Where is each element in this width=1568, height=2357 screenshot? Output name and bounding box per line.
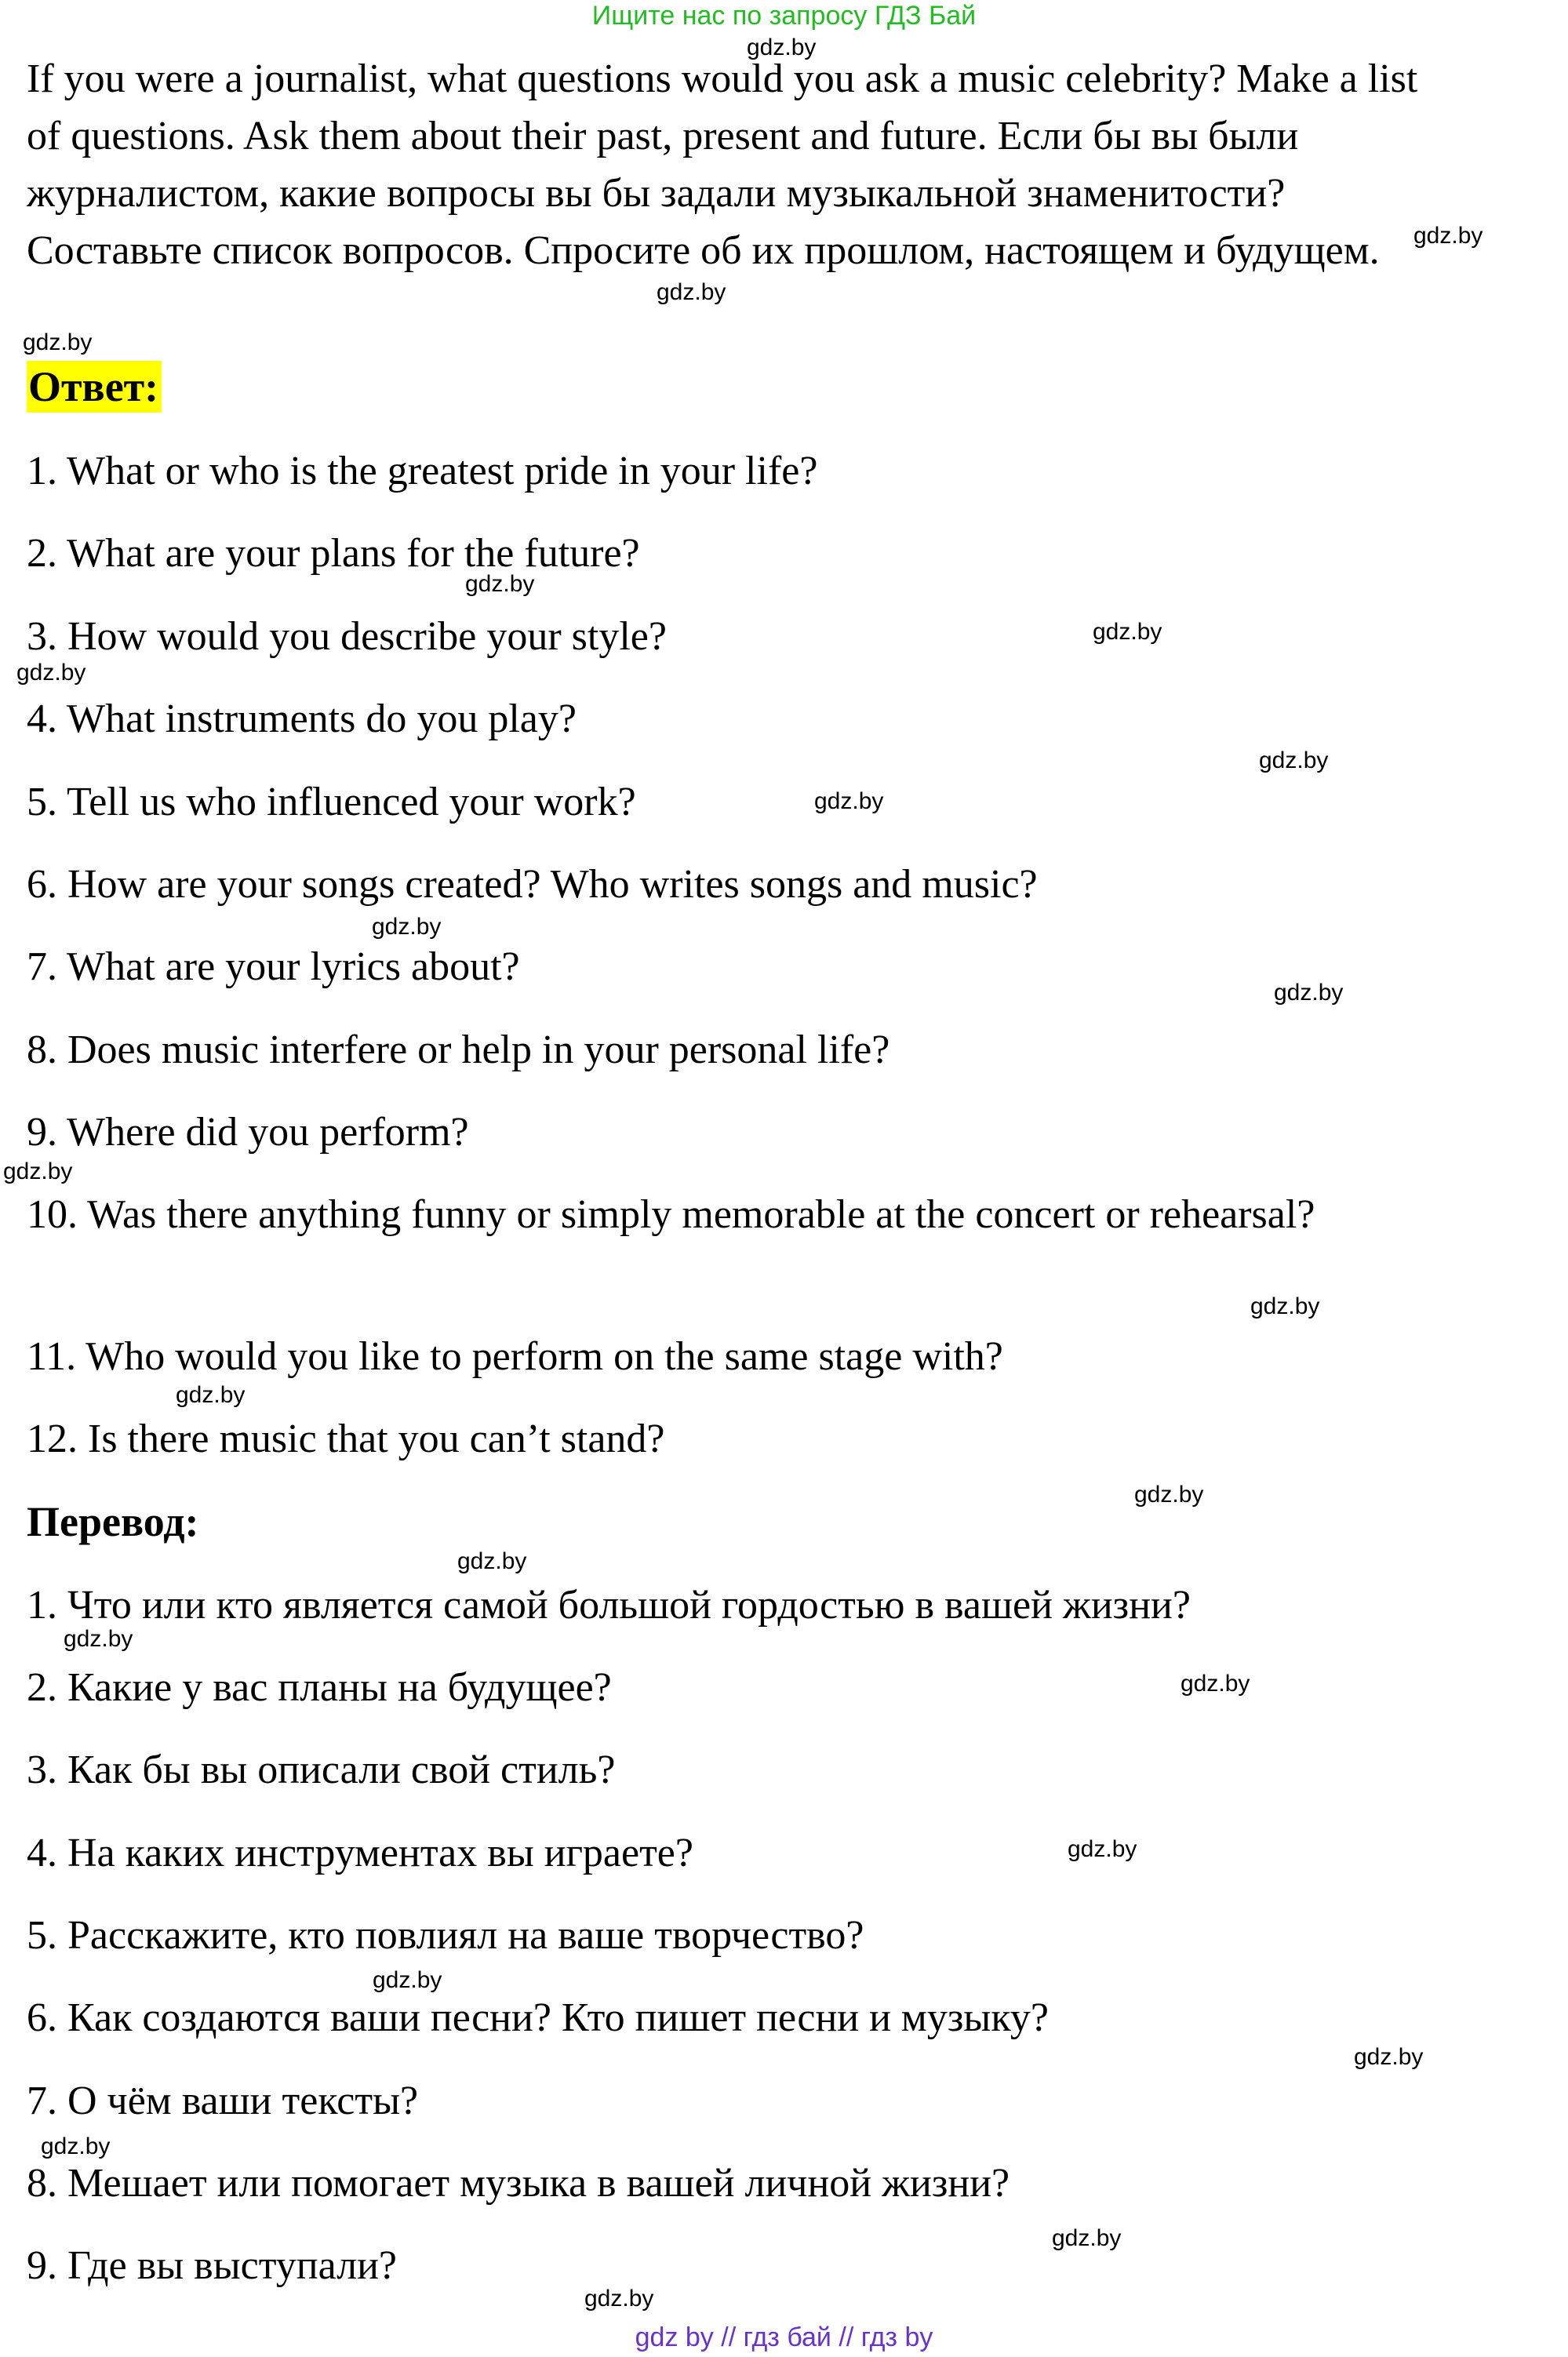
watermark: gdz.by xyxy=(41,2133,111,2159)
answer-line: 9. Where did you perform? xyxy=(27,1110,469,1155)
answer-line: 3. How would you describe your style? xyxy=(27,614,667,659)
translation-line: 5. Расскажите, кто повлиял на ваше творчество? xyxy=(27,1913,864,1958)
answer-line: 8. Does music interfere or help in your personal life? xyxy=(27,1028,890,1072)
answer-line: 10. Was there anything funny or simply memorable at the concert or rehearsal? xyxy=(27,1192,1315,1237)
answer-line: 11. Who would you like to perform on the same stage with? xyxy=(27,1334,1003,1379)
watermark: gdz.by xyxy=(1093,619,1162,645)
watermark: gdz.by xyxy=(1259,747,1329,773)
answer-heading: Ответ: xyxy=(27,361,162,413)
watermark: gdz.by xyxy=(657,279,726,305)
watermark: gdz.by xyxy=(584,2286,654,2312)
site-footer: gdz by // гдз бай // гдз by xyxy=(635,2322,933,2352)
answer-line: 1. What or who is the greatest pride in your life? xyxy=(27,449,818,493)
watermark: gdz.by xyxy=(3,1158,73,1184)
watermark: gdz.by xyxy=(372,914,442,940)
watermark: gdz.by xyxy=(1250,1293,1320,1319)
answer-line: 12. Is there music that you can’t stand? xyxy=(27,1417,665,1461)
watermark: gdz.by xyxy=(1181,1671,1250,1697)
watermark: gdz.by xyxy=(373,1967,442,1993)
watermark: gdz.by xyxy=(1134,1482,1204,1508)
task-text: If you were a journalist, what questions would you ask a music celebrity? Make a list of questions. Ask them about their past, present and future. Если бы вы были журналистом, какие вопросы вы бы задали музыкальной знаменитости? Составьте список вопросов. Спросите об их прошлом, настоящем и будущем. xyxy=(27,56,1418,273)
watermark: gdz.by xyxy=(1354,2044,1424,2070)
translation-line: 1. Что или кто является самой большой гордостью в вашей жизни? xyxy=(27,1583,1191,1628)
answer-line: 5. Tell us who influenced your work? xyxy=(27,780,636,824)
translation-line: 2. Какие у вас планы на будущее? xyxy=(27,1665,612,1710)
translation-line: 3. Как бы вы описали свой стиль? xyxy=(27,1748,616,1792)
translation-line: 7. О чём ваши тексты? xyxy=(27,2079,419,2123)
watermark: gdz.by xyxy=(23,329,93,355)
answer-line: 2. What are your plans for the future? xyxy=(27,531,640,576)
answer-line: 6. How are your songs created? Who writes songs and music? xyxy=(27,862,1038,907)
answer-line: 7. What are your lyrics about? xyxy=(27,944,520,989)
translation-line: 6. Как создаются ваши песни? Кто пишет песни и музыку? xyxy=(27,1995,1049,2040)
watermark: gdz.by xyxy=(176,1382,246,1408)
watermark: gdz.by xyxy=(747,35,817,60)
translation-line: 8. Мешает или помогает музыка в вашей личной жизни? xyxy=(27,2161,1010,2206)
watermark: gdz.by xyxy=(64,1626,133,1652)
translation-line: 4. На каких инструментах вы играете? xyxy=(27,1831,693,1875)
translation-heading: Перевод: xyxy=(27,1498,199,1545)
watermark: gdz.by xyxy=(1413,223,1483,249)
watermark: gdz.by xyxy=(465,571,535,597)
translation-line: 9. Где вы выступали? xyxy=(27,2243,398,2288)
watermark: gdz.by xyxy=(1068,1836,1137,1862)
watermark: gdz.by xyxy=(457,1548,527,1574)
watermark: gdz.by xyxy=(1274,980,1344,1006)
search-hint-banner: Ищите нас по запросу ГДЗ Бай xyxy=(591,1,977,31)
watermark: gdz.by xyxy=(16,660,86,686)
watermark: gdz.by xyxy=(1052,2225,1122,2251)
watermark: gdz.by xyxy=(814,788,884,814)
answer-line: 4. What instruments do you play? xyxy=(27,697,577,741)
